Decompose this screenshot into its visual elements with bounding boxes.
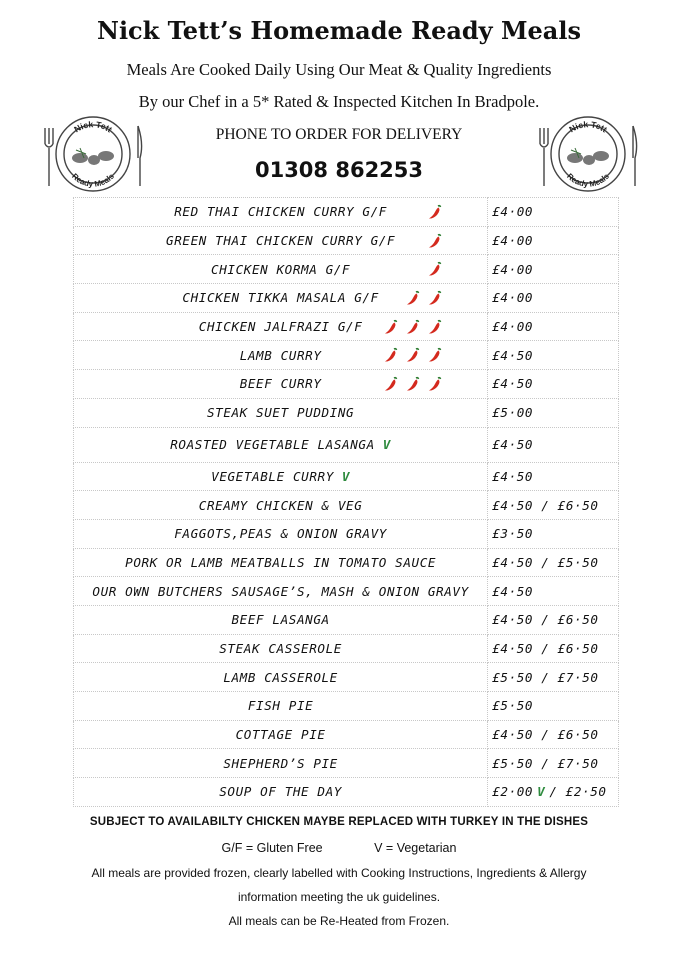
menu-item-price: £4·50 [488, 462, 619, 491]
menu-item-name [74, 462, 488, 491]
svg-text:Ready Meals [565, 171, 611, 188]
subtitle-line-2: By our Chef in a 5* Rated & Inspected Kitchen In Bradpole. [138, 92, 540, 111]
menu-item-price: £4·00 [488, 284, 619, 313]
table-row [74, 778, 619, 807]
table-row [74, 427, 619, 462]
chilli-rating [427, 204, 443, 220]
chilli-icon [383, 319, 399, 335]
table-row [74, 491, 619, 520]
menu-item-name [74, 341, 488, 370]
menu-item-price: £5·50 / £7·50 [488, 749, 619, 778]
menu-item-label: FAGGOTS,PEAS & ONION GRAVY [174, 526, 387, 542]
table-row [74, 605, 619, 634]
logo-text-bottom: Ready Meals [565, 171, 611, 189]
menu-item-price: £4·50 [488, 341, 619, 370]
svg-text:Ready Meals [70, 171, 116, 188]
menu-table [73, 197, 619, 807]
menu-item-label: CREAMY CHICKEN & VEG [198, 497, 363, 513]
menu-item-name [74, 255, 488, 284]
menu-item-label: STEAK SUET PUDDING [206, 405, 355, 421]
table-row [74, 398, 619, 427]
svg-text:Nick Tett [72, 119, 114, 134]
menu-item-name [74, 491, 488, 520]
menu-item-label: BEEF LASANGA [231, 612, 330, 628]
menu-item-label: CHICKEN KORMA G/F [211, 261, 351, 277]
chilli-icon [405, 290, 421, 306]
menu-item-price: £5·50 / £7·50 [488, 663, 619, 692]
vegetarian-badge: V [341, 468, 351, 484]
menu-item-price: £4·50 / £6·50 [488, 605, 619, 634]
menu-item-price: £4·50 / £6·50 [488, 720, 619, 749]
menu-item-label: VEGETABLE CURRY [211, 468, 334, 484]
menu-item-label: RED THAI CHICKEN CURRY G/F [174, 204, 387, 220]
vegetarian-badge: V [537, 784, 546, 800]
menu-item-name [74, 226, 488, 255]
svg-text:Nick Tett [567, 119, 609, 134]
table-row [74, 462, 619, 491]
plate-fork-knife-icon [535, 114, 641, 202]
menu-item-name [74, 284, 488, 313]
menu-item-price: £4·50 / £6·50 [488, 634, 619, 663]
menu-item-price [488, 778, 619, 807]
chilli-icon [427, 204, 443, 220]
chilli-rating [383, 347, 443, 363]
menu-item-label: LAMB CURRY [239, 347, 322, 363]
chilli-icon [405, 319, 421, 335]
chilli-icon [427, 376, 443, 392]
menu-item-price: £4·00 [488, 226, 619, 255]
availability-note: SUBJECT TO AVAILABILTY CHICKEN MAYBE REPLACED WITH TURKEY IN THE DISHES [89, 816, 589, 828]
price-part: £2·00 [492, 784, 534, 800]
table-row [74, 226, 619, 255]
table-row [74, 548, 619, 577]
chilli-icon [427, 319, 443, 335]
menu-item-name [74, 749, 488, 778]
menu-item-price: £4·00 [488, 255, 619, 284]
gf-legend: G/F = Gluten Free [221, 841, 323, 855]
menu-item-name [74, 605, 488, 634]
menu-item-label: OUR OWN BUTCHERS SAUSAGE’S, MASH & ONION GRAVY [92, 583, 469, 599]
chilli-icon [383, 376, 399, 392]
menu-item-name [74, 634, 488, 663]
menu-item-price: £3·50 [488, 519, 619, 548]
menu-item-name [74, 577, 488, 606]
chilli-icon [427, 347, 443, 363]
menu-item-price: £4·50 / £6·50 [488, 491, 619, 520]
menu-item-name [74, 370, 488, 399]
menu-item-name [74, 198, 488, 227]
table-row [74, 749, 619, 778]
plate-fork-knife-icon [40, 114, 146, 202]
table-row [74, 519, 619, 548]
reheat-note: All meals can be Re-Heated from Frozen. [228, 914, 450, 928]
logo-text-bottom: Ready Meals [70, 171, 116, 189]
subtitle-line-1: Meals Are Cooked Daily Using Our Meat & Quality Ingredients [126, 60, 552, 79]
menu-item-label: ROASTED VEGETABLE LASANGA [170, 437, 375, 452]
table-row [74, 312, 619, 341]
menu-item-price: £5·00 [488, 398, 619, 427]
legend [0, 841, 678, 855]
table-row [74, 577, 619, 606]
chilli-icon [405, 376, 421, 392]
table-row [74, 255, 619, 284]
menu-item-price: £4·50 [488, 577, 619, 606]
menu-item-name [74, 398, 488, 427]
chilli-rating [427, 261, 443, 277]
chilli-rating [405, 290, 443, 306]
phone-label: PHONE TO ORDER FOR DELIVERY [215, 126, 463, 143]
chilli-icon [427, 261, 443, 277]
menu-item-label: PORK OR LAMB MEATBALLS IN TOMATO SAUCE [125, 554, 437, 570]
menu-item-price: £5·50 [488, 692, 619, 721]
menu-item-label: SHEPHERD’S PIE [223, 755, 338, 771]
menu-item-name [74, 663, 488, 692]
chilli-icon [427, 290, 443, 306]
menu-item-label: FISH PIE [247, 698, 314, 714]
table-row [74, 198, 619, 227]
price-part: / £2·50 [549, 784, 607, 800]
table-row [74, 692, 619, 721]
table-row [74, 663, 619, 692]
v-legend: V = Vegetarian [374, 841, 457, 855]
menu-item-price: £4·50 [488, 427, 619, 462]
table-row [74, 720, 619, 749]
menu-item-name [74, 519, 488, 548]
menu-item-label: SOUP OF THE DAY [219, 784, 342, 800]
menu-item-label: STEAK CASSEROLE [219, 640, 342, 656]
table-row [74, 341, 619, 370]
menu-item-label: BEEF CURRY [239, 376, 322, 392]
chilli-icon [383, 347, 399, 363]
menu-item-label: LAMB CASSEROLE [223, 669, 338, 685]
chilli-rating [383, 376, 443, 392]
menu-item-label: CHICKEN JALFRAZI G/F [198, 319, 363, 335]
menu-item-label: CHICKEN TIKKA MASALA G/F [182, 290, 379, 306]
vegetarian-badge: V [382, 437, 391, 452]
menu-item-label: COTTAGE PIE [235, 727, 326, 743]
table-row [74, 370, 619, 399]
menu-item-price: £4·50 / £5·50 [488, 548, 619, 577]
table-row [74, 284, 619, 313]
menu-item-name [74, 312, 488, 341]
menu-item-price: £4·00 [488, 198, 619, 227]
logo-text-top: Nick Tett [72, 119, 115, 135]
chilli-icon [427, 233, 443, 249]
menu-item-name [74, 427, 488, 462]
menu-item-name [74, 692, 488, 721]
logo-text-top: Nick Tett [567, 119, 610, 135]
table-row [74, 634, 619, 663]
menu-item-name [74, 548, 488, 577]
chilli-rating [427, 233, 443, 249]
menu-item-name [74, 778, 488, 807]
menu-item-label: GREEN THAI CHICKEN CURRY G/F [166, 233, 396, 249]
menu-item-price: £4·50 [488, 370, 619, 399]
phone-number[interactable]: 01308 862253 [254, 158, 424, 182]
frozen-note-2: information meeting the uk guidelines. [237, 890, 441, 904]
chilli-icon [405, 347, 421, 363]
chilli-rating [383, 319, 443, 335]
menu-item-name [74, 720, 488, 749]
menu-item-price: £4·00 [488, 312, 619, 341]
page-title: Nick Tett’s Homemade Ready Meals [97, 16, 581, 45]
frozen-note: All meals are provided frozen, clearly labelled with Cooking Instructions, Ingredients & Allergy [91, 866, 587, 880]
